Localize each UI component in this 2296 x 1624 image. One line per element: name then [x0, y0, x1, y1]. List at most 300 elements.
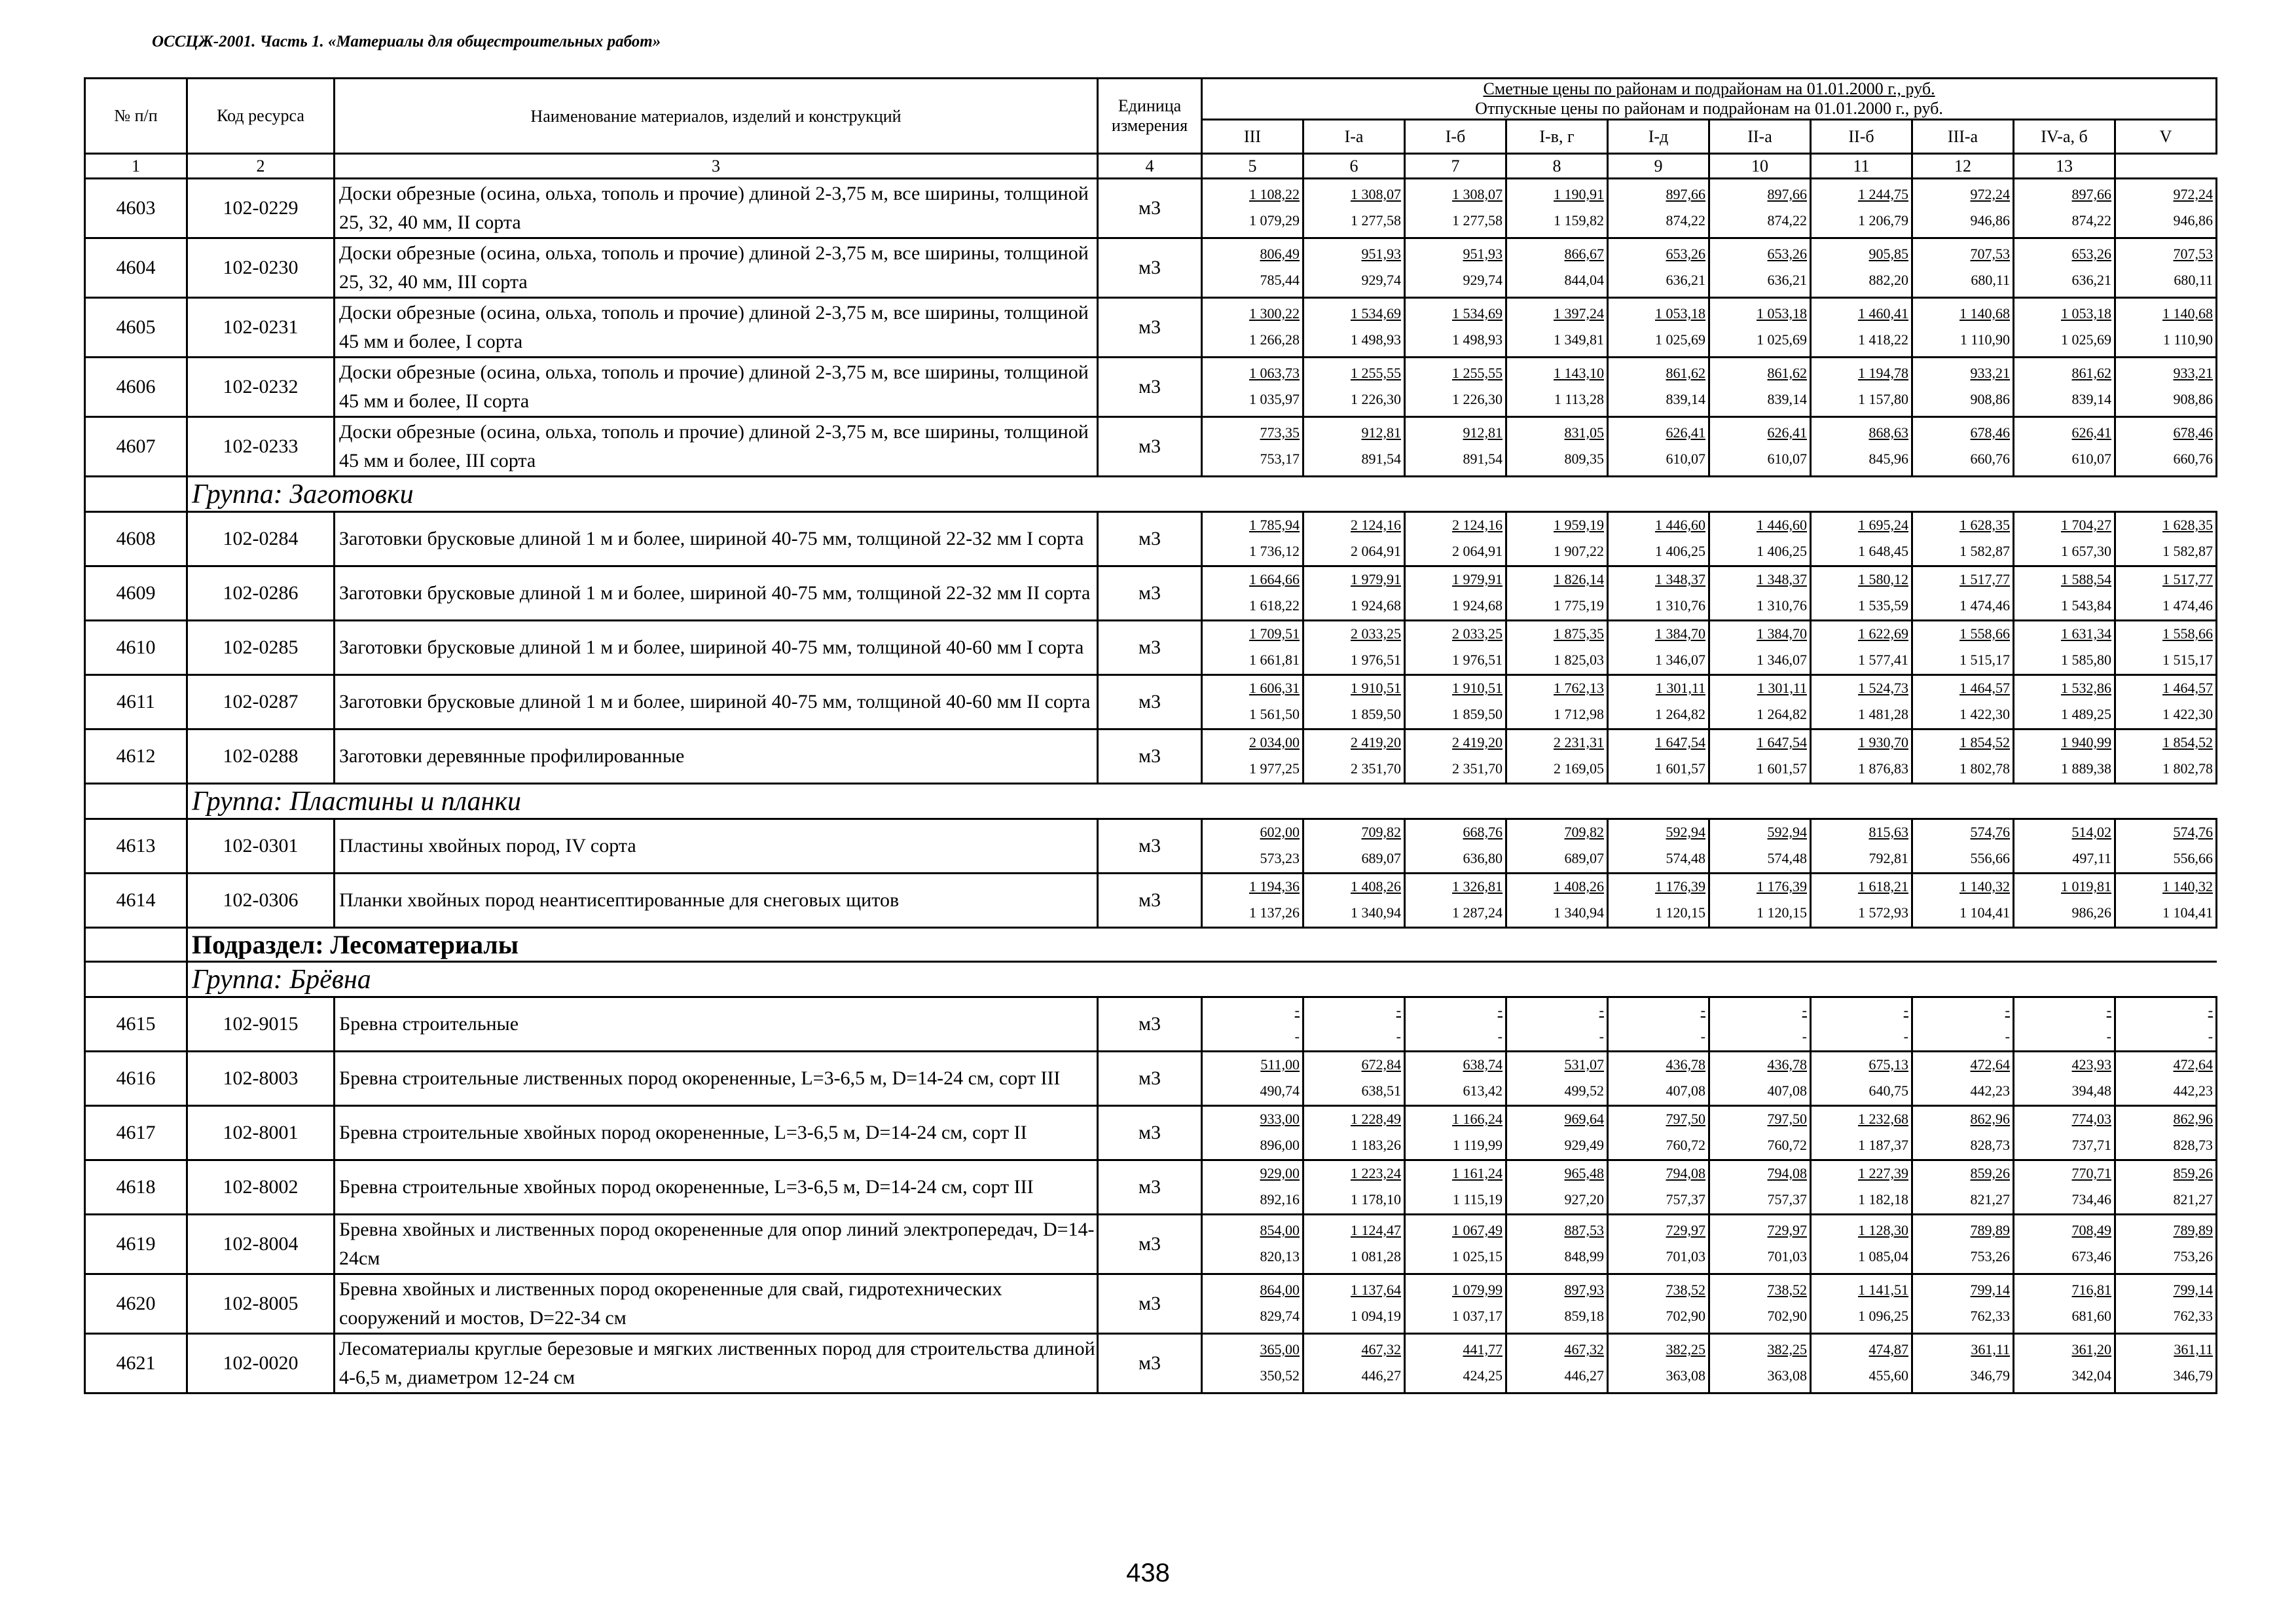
estimate-price: 965,48 [1564, 1165, 1604, 1181]
unit-of-measure: м3 [1098, 1052, 1202, 1106]
row-number: 4613 [85, 819, 187, 874]
price-cell [1405, 621, 1506, 675]
price-cell [1709, 1160, 1811, 1215]
release-price: 1 657,30 [2061, 543, 2111, 559]
resource-code: 102-0231 [187, 298, 335, 358]
unit-of-measure: м3 [1098, 179, 1202, 238]
release-price: 446,27 [1564, 1367, 1604, 1384]
estimate-price: 933,21 [2173, 365, 2214, 381]
unit-of-measure: м3 [1098, 819, 1202, 874]
unit-of-measure: м3 [1098, 512, 1202, 566]
price-cell [1608, 358, 1709, 417]
price-cell [2115, 358, 2217, 417]
row-number: 4612 [85, 729, 187, 784]
estimate-price: 897,66 [1666, 186, 1705, 202]
price-cell [1405, 819, 1506, 874]
price-cell [1912, 997, 2014, 1052]
release-price: 1 113,28 [1554, 391, 1604, 407]
material-name: Заготовки брусковые длиной 1 м и более, шириной 40-75 мм, толщиной 22-32 мм II сорта [335, 566, 1098, 621]
release-price: 820,13 [1260, 1248, 1300, 1264]
estimate-price: 668,76 [1463, 824, 1503, 840]
unit-of-measure: м3 [1098, 358, 1202, 417]
estimate-price: 789,89 [1970, 1222, 2010, 1238]
estimate-price: 2 231,31 [1554, 734, 1604, 750]
estimate-price: 1 067,49 [1452, 1222, 1503, 1238]
release-price: - [1396, 1028, 1401, 1044]
price-cell [1608, 621, 1709, 675]
estimate-price: 1 854,52 [2162, 734, 2214, 750]
price-cell [1506, 874, 1608, 928]
price-cell [1912, 1334, 2014, 1393]
estimate-price: 1 053,18 [1655, 305, 1705, 322]
release-price: 1 025,69 [1757, 331, 1807, 348]
release-price: - [1599, 1028, 1604, 1044]
price-cell [2115, 238, 2217, 298]
estimate-price: 1 140,32 [1959, 878, 2010, 895]
estimate-price: 1 664,66 [1249, 571, 1300, 587]
estimate-price: 1 910,51 [1351, 680, 1401, 696]
release-price: 638,51 [1361, 1082, 1401, 1099]
release-price: 1 406,25 [1757, 543, 1807, 559]
price-cell [1303, 358, 1405, 417]
price-cell [1405, 298, 1506, 358]
resource-code: 102-0284 [187, 512, 335, 566]
region-header: II-а [1709, 120, 1811, 154]
estimate-price: 738,52 [1767, 1282, 1807, 1298]
row-number: 4615 [85, 997, 187, 1052]
estimate-price: 1 194,36 [1249, 878, 1300, 895]
release-price: 848,99 [1564, 1248, 1604, 1264]
release-price: 1 085,04 [1858, 1248, 1908, 1264]
resource-code: 102-0020 [187, 1334, 335, 1393]
estimate-price: 831,05 [1564, 424, 1604, 441]
estimate-price: 365,00 [1260, 1341, 1300, 1357]
release-price: 1 976,51 [1452, 652, 1503, 668]
resource-code: 102-0287 [187, 675, 335, 729]
estimate-price: 806,49 [1260, 246, 1300, 262]
price-cell [1811, 1274, 1912, 1334]
price-cell [1303, 1215, 1405, 1274]
estimate-price: 709,82 [1564, 824, 1604, 840]
resource-code: 102-0232 [187, 358, 335, 417]
release-price: 636,21 [2071, 272, 2111, 288]
release-price: 1 079,29 [1249, 212, 1300, 229]
estimate-price: 626,41 [1767, 424, 1807, 441]
group-heading-row [85, 784, 2217, 819]
price-cell [1202, 238, 1303, 298]
resource-code: 102-0306 [187, 874, 335, 928]
price-cell [1506, 1215, 1608, 1274]
price-cell [1709, 1274, 1811, 1334]
release-price: 613,42 [1463, 1082, 1503, 1099]
price-cell [1202, 512, 1303, 566]
estimate-price: 1 622,69 [1858, 625, 1908, 642]
price-cell [1811, 512, 1912, 566]
estimate-price: 1 301,11 [1655, 680, 1705, 696]
release-price: 681,60 [2071, 1308, 2111, 1324]
price-cell [1405, 874, 1506, 928]
release-price: 1 582,87 [1959, 543, 2010, 559]
row-number: 4611 [85, 675, 187, 729]
estimate-price: - [2005, 1002, 2010, 1018]
price-cell [1303, 179, 1405, 238]
price-cell [1506, 298, 1608, 358]
release-price: 702,90 [1767, 1308, 1807, 1324]
estimate-price: 472,64 [2173, 1056, 2214, 1073]
price-cell [1912, 1274, 2014, 1334]
region-header: I-б [1405, 120, 1506, 154]
release-price: 1 110,90 [1959, 331, 2010, 348]
release-price: 1 515,17 [1959, 652, 2010, 668]
material-name: Планки хвойных пород неантисептированные для снеговых щитов [335, 874, 1098, 928]
release-price: 1 474,46 [1959, 597, 2010, 614]
release-price: 896,00 [1260, 1137, 1300, 1153]
estimate-price: 897,66 [1767, 186, 1807, 202]
table-row [85, 819, 2217, 874]
release-price: 927,20 [1564, 1191, 1604, 1208]
subsection-heading-row [85, 928, 2217, 962]
estimate-price: 1 255,55 [1351, 365, 1401, 381]
release-price: 1 310,76 [1655, 597, 1705, 614]
release-price: 363,08 [1767, 1367, 1807, 1384]
column-number: 11 [1811, 154, 1912, 179]
unit-of-measure: м3 [1098, 298, 1202, 358]
release-price: 2 351,70 [1351, 760, 1401, 777]
release-price: 442,23 [2173, 1082, 2214, 1099]
estimate-price: 1 618,21 [1858, 878, 1908, 895]
material-name: Доски обрезные (осина, ольха, тополь и прочие) длиной 2-3,75 м, все ширины, толщиной 45 мм и более, II сорта [335, 358, 1098, 417]
row-number: 4619 [85, 1215, 187, 1274]
release-price: 874,22 [1666, 212, 1705, 229]
release-price: 859,18 [1564, 1308, 1604, 1324]
price-cell [1506, 1106, 1608, 1160]
estimate-price: - [1396, 1002, 1401, 1018]
estimate-price: 897,93 [1564, 1282, 1604, 1298]
release-price: 1 907,22 [1554, 543, 1604, 559]
release-price: 1 543,84 [2061, 597, 2111, 614]
release-price: 1 802,78 [1959, 760, 2010, 777]
resource-code: 102-0230 [187, 238, 335, 298]
column-number: 8 [1506, 154, 1608, 179]
price-cell [1709, 417, 1811, 477]
price-cell [1912, 675, 2014, 729]
resource-code: 102-8001 [187, 1106, 335, 1160]
estimate-price: 933,21 [1970, 365, 2010, 381]
release-price: 839,14 [1666, 391, 1705, 407]
prices-title-estimate: Сметные цены по районам и подрайонам на 01.01.2000 г., руб. [1483, 79, 1935, 98]
release-price: 680,11 [2174, 272, 2214, 288]
resource-code: 102-0286 [187, 566, 335, 621]
release-price: 1 876,83 [1858, 760, 1908, 777]
estimate-price: 1 959,19 [1554, 517, 1604, 533]
release-price: 1 976,51 [1351, 652, 1401, 668]
price-cell [1202, 1052, 1303, 1106]
resource-code: 102-8005 [187, 1274, 335, 1334]
prices-title-release: Отпускные цены по районам и подрайонам на 01.01.2000 г., руб. [1475, 99, 1943, 118]
estimate-price: 1 244,75 [1858, 186, 1908, 202]
price-cell [1202, 819, 1303, 874]
estimate-price: 1 606,31 [1249, 680, 1300, 696]
material-name: Доски обрезные (осина, ольха, тополь и прочие) длиной 2-3,75 м, все ширины, толщиной 45 мм и более, I сорта [335, 298, 1098, 358]
release-price: 892,16 [1260, 1191, 1300, 1208]
material-name: Доски обрезные (осина, ольха, тополь и прочие) длиной 2-3,75 м, все ширины, толщиной 25, 32, 40 мм, III сорта [335, 238, 1098, 298]
release-price: 1 346,07 [1757, 652, 1807, 668]
price-cell [2014, 358, 2115, 417]
table-row [85, 298, 2217, 358]
unit-of-measure: м3 [1098, 1334, 1202, 1393]
estimate-price: 1 137,64 [1351, 1282, 1401, 1298]
price-cell [1709, 1334, 1811, 1393]
release-price: 1 601,57 [1757, 760, 1807, 777]
release-price: 1 924,68 [1452, 597, 1503, 614]
estimate-price: 1 762,13 [1554, 680, 1604, 696]
estimate-price: 1 524,73 [1858, 680, 1908, 696]
price-cell [2115, 1334, 2217, 1393]
estimate-price: 854,00 [1260, 1222, 1300, 1238]
release-price: 1 094,19 [1351, 1308, 1401, 1324]
estimate-price: 423,93 [2071, 1056, 2111, 1073]
estimate-price: 897,66 [2071, 186, 2111, 202]
estimate-price: 1 140,32 [2162, 878, 2214, 895]
release-price: 1 498,93 [1452, 331, 1503, 348]
price-cell [1202, 358, 1303, 417]
unit-of-measure: м3 [1098, 417, 1202, 477]
price-cell [1506, 819, 1608, 874]
estimate-price: 1 108,22 [1249, 186, 1300, 202]
estimate-price: 1 232,68 [1858, 1111, 1908, 1127]
price-cell [1303, 874, 1405, 928]
price-cell [2115, 675, 2217, 729]
price-cell [1608, 512, 1709, 566]
release-price: 762,33 [1970, 1308, 2010, 1324]
estimate-price: 2 419,20 [1351, 734, 1401, 750]
release-price: 1 515,17 [2162, 652, 2214, 668]
price-cell [1303, 1052, 1405, 1106]
estimate-price: 1 930,70 [1858, 734, 1908, 750]
release-price: 1 120,15 [1757, 904, 1807, 921]
release-price: 762,33 [2173, 1308, 2214, 1324]
estimate-price: 2 034,00 [1249, 734, 1300, 750]
release-price: 610,07 [1666, 451, 1705, 467]
release-price: 1 226,30 [1452, 391, 1503, 407]
price-cell [2115, 1052, 2217, 1106]
empty-cell [85, 928, 187, 962]
material-name: Пластины хвойных пород, IV сорта [335, 819, 1098, 874]
material-name: Бревна строительные лиственных пород окорененные, L=3-6,5 м, D=14-24 см, сорт III [335, 1052, 1098, 1106]
release-price: 394,48 [2071, 1082, 2111, 1099]
row-number: 4617 [85, 1106, 187, 1160]
release-price: 874,22 [1767, 212, 1807, 229]
price-cell [1303, 997, 1405, 1052]
price-cell [1608, 566, 1709, 621]
estimate-price: 2 124,16 [1452, 517, 1503, 533]
release-price: 1 349,81 [1554, 331, 1604, 348]
price-cell [2014, 238, 2115, 298]
estimate-price: 1 940,99 [2061, 734, 2111, 750]
release-price: 455,60 [1868, 1367, 1908, 1384]
estimate-price: 531,07 [1564, 1056, 1604, 1073]
region-header: II-б [1811, 120, 1912, 154]
release-price: 882,20 [1868, 272, 1908, 288]
price-cell [2115, 1160, 2217, 1215]
release-price: 1 206,79 [1858, 212, 1908, 229]
release-price: 946,86 [1970, 212, 2010, 229]
price-cell [1202, 621, 1303, 675]
price-cell [1811, 1215, 1912, 1274]
release-price: - [1903, 1028, 1908, 1044]
release-price: 929,49 [1564, 1137, 1604, 1153]
estimate-price: 912,81 [1361, 424, 1401, 441]
price-cell [2115, 729, 2217, 784]
price-cell [1608, 1052, 1709, 1106]
material-name: Доски обрезные (осина, ольха, тополь и прочие) длиной 2-3,75 м, все ширины, толщиной 25, 32, 40 мм, II сорта [335, 179, 1098, 238]
release-price: 1 572,93 [1858, 904, 1908, 921]
estimate-price: 1 446,60 [1757, 517, 1807, 533]
region-header: III [1202, 120, 1303, 154]
estimate-price: 382,25 [1767, 1341, 1807, 1357]
material-name: Заготовки деревянные профилированные [335, 729, 1098, 784]
row-number: 4610 [85, 621, 187, 675]
release-price: 757,37 [1666, 1191, 1705, 1208]
estimate-price: - [2208, 1002, 2214, 1018]
release-price: 929,74 [1463, 272, 1503, 288]
estimate-price: 361,11 [1971, 1341, 2010, 1357]
price-cell [2115, 819, 2217, 874]
estimate-price: 1 223,24 [1351, 1165, 1401, 1181]
release-price: 702,90 [1666, 1308, 1705, 1324]
price-cell [1912, 874, 2014, 928]
release-price: 1 859,50 [1452, 706, 1503, 722]
price-cell [1709, 675, 1811, 729]
price-cell [2014, 1052, 2115, 1106]
release-price: 753,26 [2173, 1248, 2214, 1264]
region-header: V [2115, 120, 2217, 154]
estimate-price: 1 063,73 [1249, 365, 1300, 381]
estimate-price: 1 647,54 [1655, 734, 1705, 750]
price-cell [1912, 358, 2014, 417]
price-cell [1811, 1052, 1912, 1106]
table-row [85, 1274, 2217, 1334]
price-cell [1709, 298, 1811, 358]
release-price: 792,81 [1868, 850, 1908, 866]
price-cell [1608, 1334, 1709, 1393]
price-cell [1811, 358, 1912, 417]
estimate-price: 1 580,12 [1858, 571, 1908, 587]
price-cell [1608, 874, 1709, 928]
release-price: 1 182,18 [1858, 1191, 1908, 1208]
column-number: 6 [1303, 154, 1405, 179]
release-price: 446,27 [1361, 1367, 1401, 1384]
resource-code: 102-8004 [187, 1215, 335, 1274]
release-price: 1 081,28 [1351, 1248, 1401, 1264]
price-cell [1506, 997, 1608, 1052]
column-number: 3 [335, 154, 1098, 179]
release-price: 1 104,41 [1959, 904, 2010, 921]
estimate-price: 1 308,07 [1452, 186, 1503, 202]
release-price: 1 266,28 [1249, 331, 1300, 348]
estimate-price: 1 300,22 [1249, 305, 1300, 322]
release-price: 1 115,19 [1452, 1191, 1503, 1208]
estimate-price: 912,81 [1463, 424, 1503, 441]
estimate-price: 789,89 [2173, 1222, 2214, 1238]
estimate-price: 1 695,24 [1858, 517, 1908, 533]
region-header: I-в, г [1506, 120, 1608, 154]
release-price: 680,11 [1971, 272, 2010, 288]
release-price: 845,96 [1868, 451, 1908, 467]
price-cell [1608, 997, 1709, 1052]
release-price: 1 406,25 [1655, 543, 1705, 559]
estimate-price: 1 384,70 [1757, 625, 1807, 642]
estimate-price: 1 517,77 [2162, 571, 2214, 587]
estimate-price: 1 124,47 [1351, 1222, 1401, 1238]
table-row [85, 621, 2217, 675]
table-row [85, 358, 2217, 417]
price-cell [1811, 179, 1912, 238]
estimate-price: 1 558,66 [2162, 625, 2214, 642]
estimate-price: 1 979,91 [1351, 571, 1401, 587]
estimate-price: 436,78 [1767, 1056, 1807, 1073]
estimate-price: 1 166,24 [1452, 1111, 1503, 1127]
price-cell [1912, 566, 2014, 621]
price-cell [1709, 874, 1811, 928]
estimate-price: 1 227,39 [1858, 1165, 1908, 1181]
price-cell [2014, 675, 2115, 729]
release-price: 828,73 [1970, 1137, 2010, 1153]
unit-of-measure: м3 [1098, 1106, 1202, 1160]
estimate-price: 794,08 [1767, 1165, 1807, 1181]
price-cell [1912, 298, 2014, 358]
empty-cell [85, 784, 187, 819]
resource-code: 102-9015 [187, 997, 335, 1052]
estimate-price: 951,93 [1361, 246, 1401, 262]
col-header-name: Наименование материалов, изделий и конструкций [335, 79, 1098, 154]
estimate-price: 675,13 [1868, 1056, 1908, 1073]
release-price: 1 104,41 [2162, 904, 2214, 921]
price-cell [1709, 1215, 1811, 1274]
price-cell [1303, 819, 1405, 874]
estimate-price: 574,76 [2173, 824, 2214, 840]
estimate-price: 729,97 [1767, 1222, 1807, 1238]
subsection-heading: Подраздел: Лесоматериалы [187, 928, 2217, 962]
price-cell [1303, 621, 1405, 675]
price-cell [1709, 819, 1811, 874]
price-cell [2014, 819, 2115, 874]
estimate-price: 1 588,54 [2061, 571, 2111, 587]
estimate-price: 1 631,34 [2061, 625, 2111, 642]
price-cell [1811, 417, 1912, 477]
price-cell [1709, 179, 1811, 238]
price-cell [1811, 675, 1912, 729]
release-price: 844,04 [1564, 272, 1604, 288]
release-price: 891,54 [1361, 451, 1401, 467]
estimate-price: 738,52 [1666, 1282, 1705, 1298]
estimate-price: 653,26 [1767, 246, 1807, 262]
resource-code: 102-0301 [187, 819, 335, 874]
release-price: 1 187,37 [1858, 1137, 1908, 1153]
release-price: 346,79 [1970, 1367, 2010, 1384]
price-cell [1405, 675, 1506, 729]
estimate-price: 716,81 [2071, 1282, 2111, 1298]
release-price: 342,04 [2071, 1367, 2111, 1384]
price-cell [1303, 729, 1405, 784]
release-price: 636,21 [1666, 272, 1705, 288]
price-cell [1405, 1274, 1506, 1334]
estimate-price: 1 161,24 [1452, 1165, 1503, 1181]
release-price: 1 489,25 [2061, 706, 2111, 722]
release-price: 785,44 [1260, 272, 1300, 288]
release-price: 734,46 [2071, 1191, 2111, 1208]
material-name: Бревна строительные хвойных пород окорененные, L=3-6,5 м, D=14-24 см, сорт III [335, 1160, 1098, 1215]
